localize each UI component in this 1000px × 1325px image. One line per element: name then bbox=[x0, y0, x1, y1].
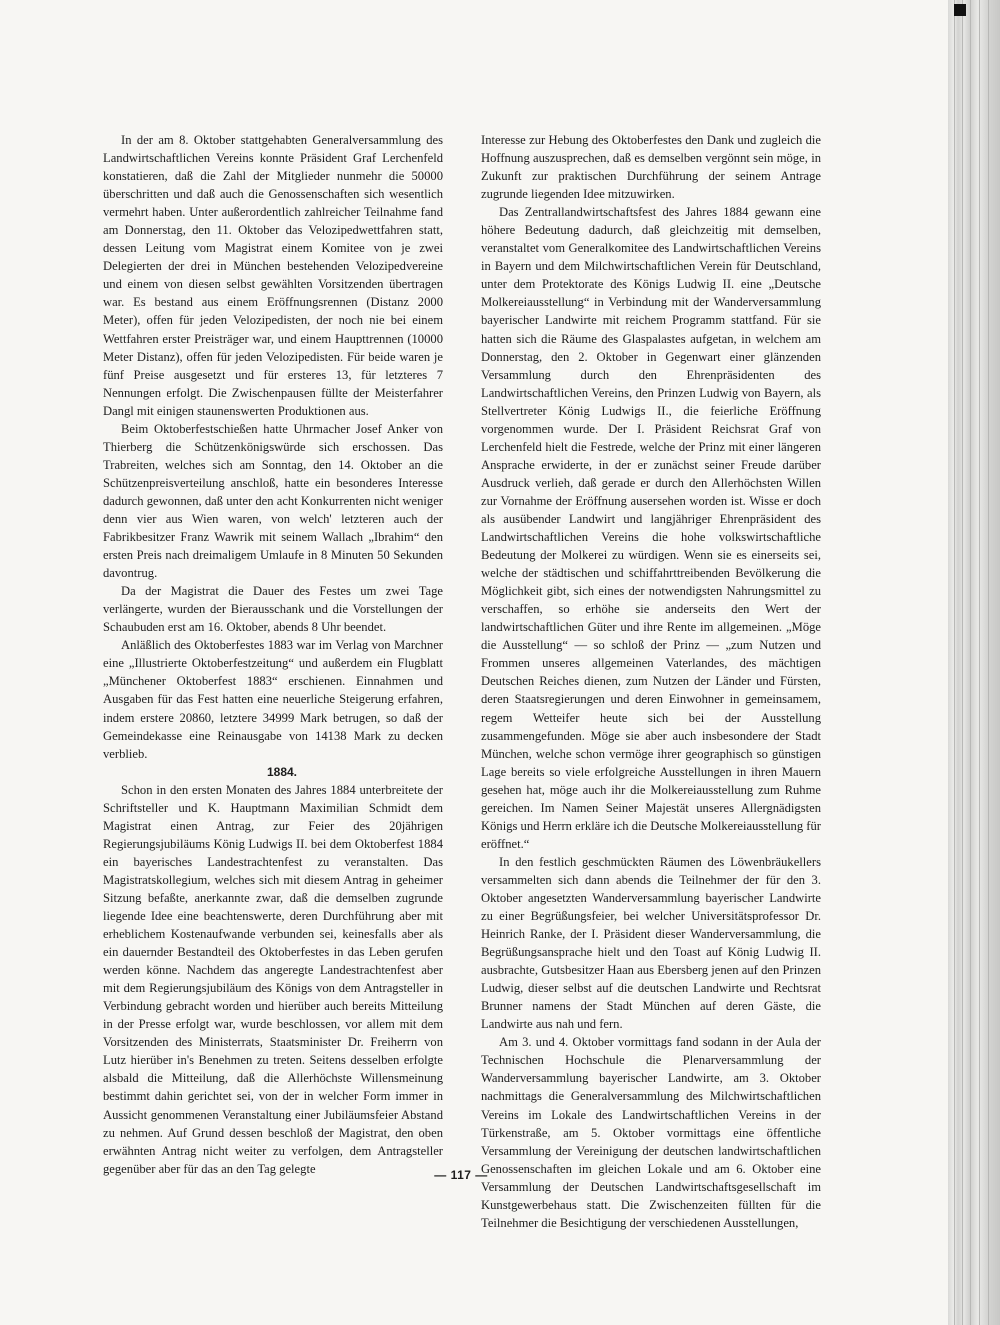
paragraph: Schon in den ersten Monaten des Jahres 1884 unterbreitete der Schriftsteller und K. Hauptmann Maximilian Schmidt dem Magistrat einen Antrag, zur Feier des 20jährigen Regierungsjubiläums König Ludwigs II. bei dem Oktoberfest 1884 ein bayerisches Landestrachtenfest zu veranstalten. Das Magistratskollegium, welches sich mit diesem Antrag in geheimer Sitzung befaßte, anerkannte zwar, daß die demselben zugrunde liegende Idee eine beachtenswerte, deren Durchführung aber mit erheblichem Kostenaufwande verbunden sei, keinesfalls aber als ein dauernder Bestandteil des Oktoberfestes in das Leben gerufen werden könne. Nachdem das angeregte Landestrachtenfest aber mit dem Regierungsjubiläum des Königs von dem Antragsteller in Verbindung gebracht worden und hierüber auch bereits Mitteilung in der Presse erfolgt war, wurde beschlossen, vor allem mit dem Vorsitzenden des Ministerrats, Staatsminister Dr. Freiherrn von Lutz hierüber in's Benehmen zu treten. Seitens desselben erfolgte alsbald die Mitteilung, daß die Allerhöchste Willensmeinung bestimmt dahin gerichtet sei, von der in welcher Form immer in Aussicht genommenen Veranstaltung einer Jubiläumsfeier Abstand zu nehmen. Auf Grund dessen beschloß der Magistrat, den oben erwähnten Antrag nicht weiter zu verfolgen, dem Antragsteller gegenüber aber für das an den Tag gelegte bbox=[103, 782, 443, 1176]
paragraph: In den festlich geschmückten Räumen des Löwenbräukellers versammelten sich dann abends die Teilnehmer der für den 3. Oktober angesetzten Wanderversammlung bayerischer Landwirte zu einer Begrüßungsfeier, bei welcher Universitätsprofessor Dr. Heinrich Ranke, der I. Präsident dieser Wanderversammlung, die Begrüßungsansprache hielt und den Toast auf König Ludwig II. ausbrachte, Gutsbesitzer Haan aus Ebersberg jenen auf den Prinzen Ludwig, dieser selbst auf die deutschen Landwirte und Rechtsrat Brunner namens der Stadt München auf deren Gäste, die Landwirte aus nah und fern. bbox=[481, 854, 821, 1032]
section-heading: 1884. bbox=[266, 764, 298, 779]
paragraph: Am 3. und 4. Oktober vormittags fand sodann in der Aula der Technischen Hochschule die Plenarversammlung der Wanderversammlung bayerischer Landwirte, am 3. Oktober nachmittags die Generalversammlung des Milchwirtschaftlichen Vereins im Lokale des Landwirtschaftlichen Vereins in der Türkenstraße, am 5. Oktober vormittags eine öffentliche Versammlung der Vereinigung der deutschen landwirtschaftlichen Genossenschaften im gleichen Lokale und am 6. Oktober eine Versammlung der Deutschen Landwirtschaftsgesellschaft im Kunstgewerbehaus statt. Die Zwischenzeiten füllten für die Teilnehmer die Besichtigung der verschiedenen Ausstellungen, bbox=[481, 1035, 821, 1230]
book-edge bbox=[948, 0, 1000, 1325]
page-number: — 117 — bbox=[434, 1168, 488, 1182]
paragraph: Da der Magistrat die Dauer des Festes um zwei Tage verlängerte, wurden der Bierausschank und die Vorstellungen der Schaubuden erst am 16. Oktober, abends 8 Uhr beendet. bbox=[103, 584, 443, 635]
right-column bbox=[481, 131, 821, 1232]
paragraph: Interesse zur Hebung des Oktoberfestes den Dank und zugleich die Hoffnung auszusprechen, daß es demselben vergönnt sein möge, in Zukunft zur praktischen Durchführung der seinem Antrage zugrunde liegenden Idee mitzuwirken. bbox=[481, 133, 821, 202]
paragraph: Anläßlich des Oktoberfestes 1883 war im Verlag von Marchner eine „Illustrierte Oktoberfestzeitung“ und außerdem ein Flugblatt „Münchener Oktoberfest 1883“ erschienen. Einnahmen und Ausgaben für das Fest hatten eine neuerliche Steigerung erfahren, indem erstere 20860, letztere 34999 Mark betrugen, so daß der Gemeindekasse eine Reinausgabe von 14138 Mark zu decken verblieb. bbox=[103, 638, 443, 761]
paragraph: Das Zentrallandwirtschaftsfest des Jahres 1884 gewann eine höhere Bedeutung dadurch, daß gleichzeitig mit demselben, veranstaltet vom Generalkomitee des Landwirtschaftlichen Vereins in Bayern und dem Milchwirtschaftlichen Verein für Deutschland, unter dem Protektorate des Königs Ludwig II. eine „Deutsche Molkereiausstellung“ in Verbindung mit der Wanderversammlung bayerischer Landwirte mit reichem Programm stattfand. Für sie hatten sich die Räume des Glaspalastes aufgetan, in welchem am Donnerstag, den 2. Oktober in Gegenwart einer glänzenden Versammlung durch den Ehrenpräsidenten des Landwirtschaftlichen Vereins, den Prinzen Ludwig von Bayern, als Stellvertreter König Ludwigs II., die feierliche Eröffnung vorgenommen wurde. Der I. Präsident Reichsrat Graf von Lerchenfeld hielt die Festrede, welche der Prinz mit einer längeren Ansprache erwiderte, in der er zunächst seiner Freude darüber Ausdruck verlieh, daß gerade er durch den Allerhöchsten Willen zur Vornahme der Eröffnung ausersehen worden ist. Wisse er doch als ausübender Landwirt und langjähriger Ehrenpräsident des Landwirtschaftlichen Vereins die hohe volkswirtschaftliche Bedeutung der Molkerei zu würdigen. Wenn sie es einerseits sei, welche der städtischen und schiffahrttreibenden Bevölkerung die Möglichkeit gibt, sich eines der notwendigsten Nahrungsmittel zu verschaffen, so erhöhe sie anderseits den Wert der landwirtschaftlichen Güter und ihre Rente im allgemeinen. „Möge die Ausstellung“ — so schloß der Prinz — „zum Nutzen und Frommen unseres allgemeinen Vaterlandes, des mächtigen Deutschen Reiches dienen, zum Nutzen der Länder und Fürsten, deren Staatsregierungen und deren Einwohner in gemeinsamem, regem Wetteifer heute sich bei der Ausstellung zusammengefunden. Möge sie aber auch insbesondere der Stadt München, welche schon vermöge ihrer geographisch so günstigen Lage bereits so viele erfolgreiche Ausstellungen in ihren Mauern gesehen hat, möge auch ihr die Molkereiausstellung zum Ruhme gereichen. Im Namen Seiner Majestät unseres Allergnädigsten Königs und Herrn erkläre ich die Deutsche Molkereiausstellung für eröffnet.“ bbox=[481, 205, 821, 851]
paragraph: In der am 8. Oktober stattgehabten Generalversammlung des Landwirtschaftlichen Vereins konnte Präsident Graf Lerchenfeld konstatieren, daß die Zahl der Mitglieder nunmehr die 50000 überschritten und daß auch die Genossenschaften sich wesentlich vermehrt haben. Unter außerordentlich zahlreicher Teilnahme fand am Donnerstag, den 11. Oktober das Velozipedwettfahren statt, dessen Leitung vom Magistrat einem Komitee von je zwei Delegierten der drei in München bestehenden Velozipedvereine und einem von diesen selbst gewählten Vorsitzenden übertragen war. Es bestand aus einem Eröffnungsrennen (Distanz 2000 Meter), offen für jeden Velozipedisten, der noch nie bei einem Wettfahren erster Preisträger war, und einem Haupttrennen (10000 Meter Distanz), offen für jeden Velozipedisten. Für beide waren je fünf Preise ausgesetzt und für ersteres 13, für letzteres 7 Nennungen erfolgt. Die Zwischenpausen füllte der Meisterfahrer Dangl mit einigen staunenswerten Produktionen aus. bbox=[103, 133, 443, 418]
paragraph: Beim Oktoberfestschießen hatte Uhrmacher Josef Anker von Thierberg die Schützenkönigswürde sich erschossen. Das Trabreiten, welches sich am Sonntag, den 14. Oktober an die Schützenpreisverteilung anschloß, hatte ein besonderes Interesse dadurch gewonnen, daß unter den acht Konkurrenten nicht weniger denn vier aus Wien waren, von welch' letzteren auch der Fabrikbesitzer Franz Wawrik mit seinem Wallach „Ibrahim“ den ersten Preis nach dreimaligem Umlaufe in 8 Minuten 50 Sekunden davontrug. bbox=[103, 421, 443, 581]
left-column bbox=[103, 131, 443, 1178]
corner-mark bbox=[954, 4, 966, 16]
